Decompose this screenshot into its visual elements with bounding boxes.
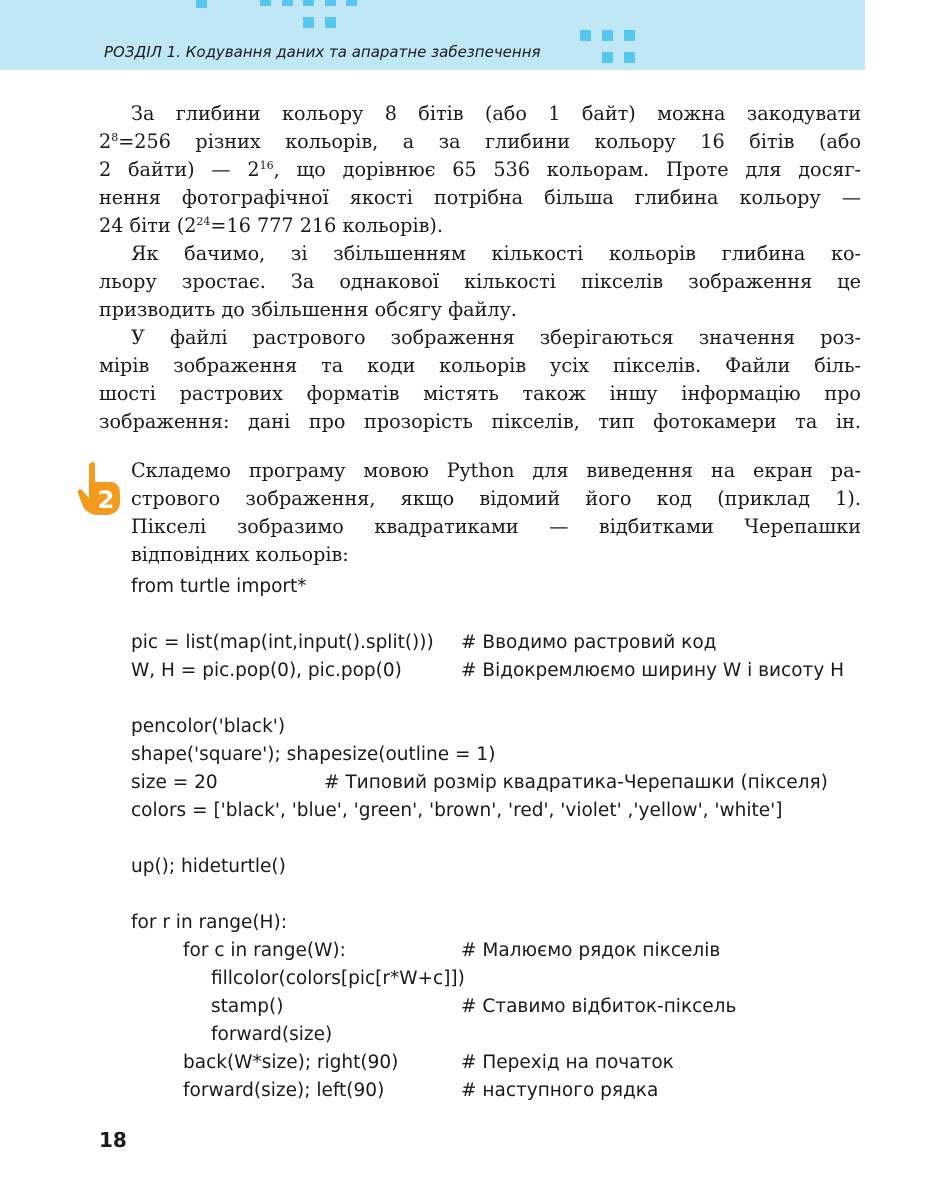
text-line: призводить до збільшення обсягу файлу. (99, 298, 517, 321)
code-line: for r in range(H): (131, 912, 287, 933)
text-line: льору зростає. За однакової кількості пікселів зображення це (99, 270, 861, 293)
text-line: мірів зображення та коди кольорів усіх пікселів. Файли біль- (99, 354, 861, 377)
decor-square (196, 0, 207, 8)
decor-square (346, 0, 357, 6)
text-line: 24 біти ($2^{24}=16$ 777 216 кольорів). (99, 214, 443, 237)
text-line: зображення: дані про прозорість пікселів, тип фотокамери та ін. (99, 410, 861, 433)
chapter-header-band (0, 0, 865, 70)
decor-square (303, 0, 314, 6)
decor-square (282, 0, 293, 6)
code-line: W, H = pic.pop(0), pic.pop(0) (131, 660, 402, 681)
text-line: Як бачимо, зі збільшенням кількості кольорів глибина ко- (131, 242, 861, 265)
decor-square (260, 0, 271, 6)
decor-square (624, 30, 635, 41)
text-line: 2 байти) — $2^{16}$, що дорівнює 65 536 кольорам. Проте для досяг- (99, 158, 861, 181)
task-description (131, 457, 861, 569)
code-line: from turtle import* (131, 576, 307, 597)
decor-square (303, 17, 314, 28)
code-comment: # Відокремлюємо ширину W і висоту H (461, 660, 845, 681)
text-line: Пікселі зобразимо квадратиками — відбитками Черепашки (131, 515, 861, 538)
paragraph-color-depth (99, 100, 861, 240)
text-line: відповідних кольорів: (131, 543, 349, 566)
text-line: стрового зображення, якщо відомий його код (приклад 1). (131, 487, 861, 510)
decor-square (624, 52, 635, 63)
pointing-hand-icon (76, 460, 122, 516)
paragraph-file-size (99, 240, 861, 324)
decor-square (580, 30, 591, 41)
page-number: 18 (99, 1128, 127, 1152)
chapter-title: РОЗДІЛ 1. Кодування даних та апаратне забезпечення (104, 43, 541, 61)
code-line: stamp() (211, 996, 284, 1017)
text-line: шості растрових форматів містять також іншу інформацію про (99, 382, 861, 405)
text-line: За глибини кольору 8 бітів (або 1 байт) можна закодувати (131, 102, 861, 125)
code-line: colors = ['black', 'blue', 'green', 'brown', 'red', 'violet' ,'yellow', 'white'] (131, 800, 783, 821)
code-line: back(W*size); right(90) (183, 1052, 399, 1073)
code-comment: # Типовий розмір квадратика-Черепашки (пікселя) (324, 772, 828, 793)
code-line: shape('square'); shapesize(outline = 1) (131, 744, 496, 765)
code-line: forward(size); left(90) (183, 1080, 385, 1101)
decor-square (325, 17, 336, 28)
code-line: size = 20 (131, 772, 218, 793)
code-comment: # Вводимо растровий код (461, 632, 717, 653)
text-line: нення фотографічної якості потрібна більша глибина кольору — (99, 186, 861, 209)
code-line: forward(size) (211, 1024, 333, 1045)
code-comment: # Перехід на початок (461, 1052, 674, 1073)
code-comment: # Малюємо рядок пікселів (461, 940, 721, 961)
decor-square (325, 0, 336, 6)
text-line: Складемо програму мовою Python для виведення на екран ра- (131, 459, 861, 482)
code-comment: # Ставимо відбиток-піксель (461, 996, 737, 1017)
code-comment: # наступного рядка (461, 1080, 659, 1101)
code-line: up(); hideturtle() (131, 856, 286, 877)
decor-square (602, 30, 613, 41)
task-number: 2 (97, 486, 115, 514)
code-line: for c in range(W): (183, 940, 346, 961)
text-line: $2^8=256$ різних кольорів, а за глибини кольору 16 бітів (або (99, 130, 861, 153)
paragraph-raster-file (99, 324, 861, 436)
code-line: pencolor('black') (131, 716, 286, 737)
text-line: У файлі растрового зображення зберігаються значення роз- (131, 326, 861, 349)
code-line: fillcolor(colors[pic[r*W+c]]) (211, 968, 465, 989)
code-line: pic = list(map(int,input().split())) (131, 632, 434, 653)
decor-square (602, 52, 613, 63)
